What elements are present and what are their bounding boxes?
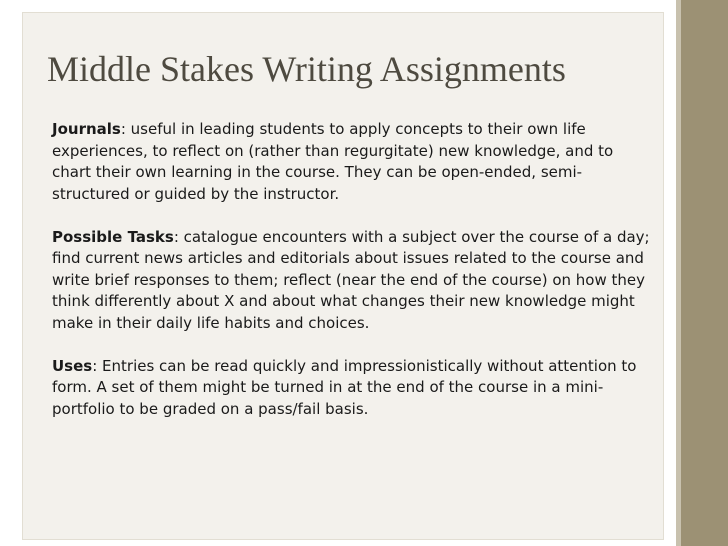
paragraph-uses (52, 356, 652, 421)
term-uses: Uses (52, 356, 93, 375)
accent-bar (681, 0, 728, 546)
text-possible-tasks: : catalogue encounters with a subject over the course of a day; find current news articles and editorials about issues related to the course and write brief responses to them; reflect (near the end of the course) on how they think differently about X and about what changes their new knowledge might make in their daily life habits and choices. (52, 227, 650, 332)
paragraph-possible-tasks (52, 227, 652, 335)
slide-content (52, 119, 652, 420)
paragraph-journals (52, 119, 652, 205)
text-uses: : Entries can be read quickly and impressionistically without attention to form. A set of them might be turned in at the end of the course in a mini-portfolio to be graded on a pass/fail basis. (52, 356, 637, 418)
term-journals: Journals (52, 120, 121, 138)
term-possible-tasks: Possible Tasks (52, 227, 174, 246)
slide-title: Middle Stakes Writing Assignments (47, 49, 566, 89)
text-journals: : useful in leading students to apply concepts to their own life experiences, to reflect on (rather than regurgitate) new knowledge, and to chart their own learning in the course. They can be open-ended, semi-structured or guided by the instructor. (52, 120, 614, 203)
